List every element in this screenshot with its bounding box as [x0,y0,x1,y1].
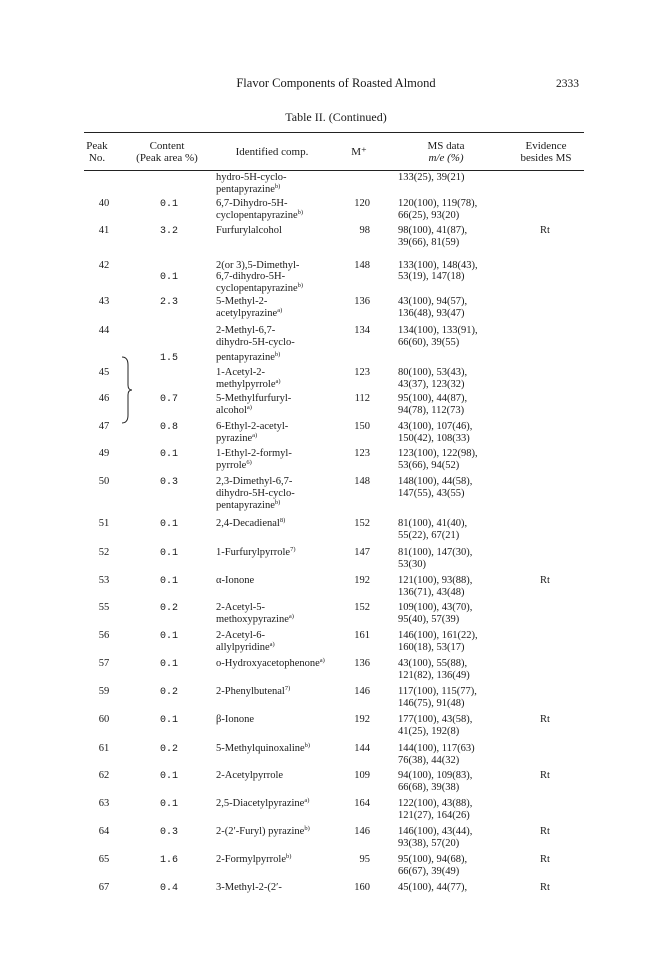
cell-m-plus: 148 [354,260,370,271]
table-row [0,546,672,570]
comp-line [216,210,354,222]
cell-content: 0.8 [159,422,178,433]
table-row [0,882,672,902]
ms-line: 55(22), 67(21) [398,529,460,541]
comp-text: 2(or 3),5-Dimethyl- [216,260,300,271]
cell-ms-data [398,448,508,472]
comp-text: 1-Acetyl-2- [216,367,265,378]
cell-m-plus: 160 [354,882,370,893]
comp-text: o-Hydroxyacetophenone [216,658,320,669]
comp-line [216,500,354,512]
cell-identified-comp [216,271,354,295]
cell-ms-data [398,325,508,349]
comp-line [216,172,354,184]
cell-m-plus: 144 [354,743,370,754]
cell-ms-data [398,547,508,571]
cell-m-plus: 120 [354,198,370,209]
cell-content: 0.2 [159,744,178,755]
cell-content: 1.6 [159,855,178,866]
cell-m-plus: 146 [354,826,370,837]
cell-ms-data [398,367,508,391]
cell-ms-data [398,630,508,654]
cell-ms-data [398,421,508,445]
cell-m-plus: 152 [354,518,370,529]
comp-line [216,283,354,295]
cell-content: 0.1 [159,576,178,587]
comp-text: 2-Formylpyrrole [216,854,286,865]
page-number: 2333 [556,78,579,90]
comp-text: pentapyrazine [216,499,275,511]
table-row [0,198,672,221]
cell-m-plus: 136 [354,658,370,669]
footnote-marker: 8) [279,517,286,524]
footnote-marker: b) [304,742,311,749]
column-header-peak: Peak No. [86,140,108,164]
cell-ms-data [398,798,508,822]
cell-content: 0.1 [159,548,178,559]
ms-line: 123(100), 122(98), [398,448,478,459]
footnote-marker: b) [274,498,281,506]
cell-content: 0.1 [159,199,178,210]
cell-peak-no: 65 [98,854,110,865]
comp-line [216,379,354,391]
cell-ms-data [398,172,508,184]
comp-text: methylpyrrole [216,378,276,390]
table-top-rule [84,132,584,133]
cell-peak-no: 42 [98,260,110,271]
table-row [0,225,672,248]
cell-peak-no: 61 [98,743,110,754]
ms-line: 177(100), 43(58), [398,714,473,725]
cell-ms-data [398,686,508,710]
cell-identified-comp [216,172,354,196]
cell-m-plus: 164 [354,798,370,809]
comp-text: pentapyrazine [216,183,275,195]
ms-line: 120(100), 119(78), [398,198,478,209]
cell-peak-no: 59 [98,686,110,697]
comp-text: acetylpyrazine [216,307,278,319]
ms-line: 43(100), 107(46), [398,421,473,432]
cell-peak-no: 44 [98,325,110,336]
ms-line: 146(100), 161(22), [398,630,478,641]
comp-text: dihydro-5H-cyclo- [216,336,295,348]
cell-evidence: Rt [540,225,550,236]
cell-ms-data [398,575,508,599]
cell-peak-no: 57 [98,658,110,669]
cell-m-plus: 147 [354,547,370,558]
cell-ms-data [398,743,508,767]
cell-peak-no: 41 [98,225,110,236]
comp-line [216,642,354,654]
ms-line: 147(55), 43(55) [398,487,465,499]
cell-identified-comp [216,352,354,364]
cell-peak-no: 52 [98,547,110,558]
footnote-marker: a) [269,640,275,648]
comp-line [216,614,354,626]
cell-ms-data [398,476,508,500]
footnote-marker: 6) [246,458,252,466]
cell-m-plus: 98 [359,225,370,236]
ms-line: 160(18), 53(17) [398,641,465,653]
content-group-brace [120,355,150,425]
table-row [0,742,672,766]
cell-m-plus: 134 [354,325,370,336]
table-row [0,630,672,653]
table-row [0,714,672,737]
cell-peak-no: 45 [98,367,110,378]
ms-line: 81(100), 147(30), [398,547,473,558]
cell-peak-no: 67 [98,882,110,893]
table-row [0,797,672,821]
cell-peak-no: 53 [98,575,110,586]
ms-line: 98(100), 41(87), [398,225,468,236]
comp-text: 5-Methylfurfuryl- [216,393,292,404]
cell-m-plus: 123 [354,367,370,378]
cell-m-plus: 112 [354,393,370,404]
cell-ms-data [398,658,508,682]
comp-text: 5-Methylquinoxaline [216,743,305,754]
comp-line [216,271,354,283]
cell-content: 2.3 [159,297,178,308]
ms-line: 117(100), 115(77), [398,686,477,697]
cell-ms-data [398,602,508,626]
comp-text: dihydro-5H-cyclo- [216,487,295,499]
footnote-marker: a) [288,612,294,620]
cell-evidence: Rt [540,770,550,781]
table-row [0,575,672,598]
table-row [0,296,672,319]
comp-text: 1-Ethyl-2-formyl- [216,448,292,459]
footnote-marker: b) [286,853,292,860]
table-row [0,685,672,709]
ms-line: 136(48), 93(47) [398,307,465,319]
cell-peak-no: 50 [98,476,110,487]
comp-line [216,488,354,500]
comp-text: 1-Furfurylpyrrole [216,547,291,558]
cell-m-plus: 152 [354,602,370,613]
cell-m-plus: 136 [354,296,370,307]
table-row [0,448,672,471]
footnote-marker: a) [319,657,325,664]
ms-line: 95(100), 94(68), [398,854,468,865]
ms-line: 66(67), 39(49) [398,865,460,877]
ms-line: 43(37), 123(32) [398,378,465,390]
comp-line [216,433,354,445]
table-row [0,770,672,793]
column-header-identified-comp: Identified comp. [235,146,309,158]
cell-content: 0.1 [159,659,178,670]
comp-text: 2-Phenylbutenal [216,686,285,697]
cell-content: 3.2 [159,226,178,237]
table-row [0,271,672,294]
cell-evidence: Rt [540,826,550,837]
column-header-ms-data: MS data m/e (%) [427,140,465,164]
cell-content: 0.1 [159,799,178,810]
footnote-marker: b) [297,208,304,216]
cell-content: 0.1 [159,272,178,283]
comp-line [216,308,354,320]
cell-peak-no: 47 [98,421,110,432]
comp-line [216,352,354,364]
cell-ms-data [398,826,508,850]
cell-content: 0.3 [159,827,178,838]
comp-text: methoxypyrazine [216,613,289,625]
cell-m-plus: 161 [354,630,370,641]
cell-evidence: Rt [540,882,550,893]
ms-line: 109(100), 43(70), [398,602,473,613]
comp-text: 2-Methyl-6,7- [216,325,276,336]
cell-content: 0.7 [159,394,178,405]
cell-content: 0.1 [159,771,178,782]
cell-peak-no: 43 [98,296,110,307]
cell-peak-no: 60 [98,714,110,725]
ms-line: 136(71), 43(48) [398,586,465,598]
cell-m-plus: 123 [354,448,370,459]
footnote-marker: a) [252,431,258,439]
cell-peak-no: 40 [98,198,110,209]
comp-text: α-Ionone [216,575,255,586]
cell-m-plus: 148 [354,476,370,487]
cell-m-plus: 192 [354,575,370,586]
cell-content: 1.5 [159,353,178,364]
ms-line: 66(68), 39(38) [398,781,460,793]
comp-text: hydro-5H-cyclo- [216,172,287,183]
comp-text: β-Ionone [216,714,254,725]
running-header-title: Flavor Components of Roasted Almond [236,76,436,90]
cell-ms-data [398,271,508,283]
ms-line: 81(100), 41(40), [398,518,468,529]
cell-ms-data [398,770,508,794]
ms-line: 53(66), 94(52) [398,459,460,471]
footnote-marker: b) [274,351,281,358]
ms-line: 45(100), 44(77), [398,882,468,893]
ms-line: 148(100), 44(58), [398,476,473,487]
table-row [0,476,672,511]
cell-m-plus: 192 [354,714,370,725]
ms-line: 66(60), 39(55) [398,336,460,348]
ms-line: 95(100), 44(87), [398,393,468,404]
cell-content: 0.3 [159,477,178,488]
cell-ms-data [398,714,508,738]
ms-line: 144(100), 117(63) [398,743,475,754]
cell-evidence: Rt [540,854,550,865]
table-row [0,325,672,348]
cell-ms-data [398,854,508,878]
comp-text: 2,4-Decadienal [216,518,280,529]
ms-line: 133(25), 39(21) [398,172,465,183]
ms-line: 121(27), 164(26) [398,809,470,821]
ms-line: 53(30) [398,558,426,570]
ms-line: 53(19), 147(18) [398,271,465,282]
ms-line: 39(66), 81(59) [398,236,460,248]
table-row [0,393,672,416]
ms-line: 121(82), 136(49) [398,669,470,681]
cell-peak-no: 49 [98,448,110,459]
cell-content: 0.1 [159,631,178,642]
comp-text: 6,7-Dihydro-5H- [216,198,288,209]
ms-line: 122(100), 43(88), [398,798,473,809]
comp-text: 2-Acetylpyrrole [216,770,284,781]
cell-peak-no: 46 [98,393,110,404]
cell-content: 0.1 [159,449,178,460]
cell-ms-data [398,393,508,417]
ms-line: 121(100), 93(88), [398,575,473,586]
ms-line: 94(100), 109(83), [398,770,473,781]
cell-evidence: Rt [540,714,550,725]
table-row [0,602,672,625]
cell-ms-data [398,198,508,222]
ms-line: 93(38), 57(20) [398,837,460,849]
footnote-marker: 7) [284,685,291,692]
comp-line [216,337,354,349]
comp-text: pyrrole [216,459,247,471]
cell-content: 0.1 [159,519,178,530]
comp-text: alcohol [216,404,247,416]
comp-text: cyclopentapyrazine [216,209,298,221]
comp-text: 6-Ethyl-2-acetyl- [216,421,289,432]
comp-text: 2,5-Diacetylpyrazine [216,798,305,809]
comp-text: 2-Acetyl-5- [216,602,265,613]
table-row [0,172,672,195]
table-row [0,421,672,444]
comp-line [216,405,354,417]
comp-text: 2-(2′-Furyl) pyrazine [216,826,305,837]
ms-line: 76(38), 44(32) [398,754,460,766]
ms-line: 146(75), 91(48) [398,697,465,709]
cell-content: 0.4 [159,883,178,894]
comp-text: 3-Methyl-2-(2′- [216,882,282,893]
cell-ms-data [398,882,508,894]
comp-text: allylpyridine [216,641,270,653]
cell-m-plus: 146 [354,686,370,697]
ms-line: 95(40), 57(39) [398,613,460,625]
table-caption: Table II. (Continued) [285,110,387,124]
comp-text: pyrazine [216,432,253,444]
ms-line: 43(100), 55(88), [398,658,468,669]
comp-text: cyclopentapyrazine [216,282,298,294]
comp-text: 2,3-Dimethyl-6,7- [216,476,293,487]
comp-text: 2-Acetyl-6- [216,630,265,641]
comp-text: 6,7-dihydro-5H- [216,271,286,282]
footnote-marker: 7) [290,546,296,553]
comp-text: Furfurylalcohol [216,225,282,236]
footnote-marker: a) [277,306,283,314]
footnote-marker: a) [246,403,252,411]
cell-evidence: Rt [540,575,550,586]
cell-m-plus: 95 [359,854,370,865]
table-row [0,853,672,877]
ms-line: 134(100), 133(91), [398,325,478,336]
cell-peak-no: 64 [98,826,110,837]
cell-content: 0.1 [159,715,178,726]
comp-line [216,460,354,472]
ms-line: 133(100), 148(43), [398,260,478,271]
cell-m-plus: 109 [354,770,370,781]
ms-line: 66(25), 93(20) [398,209,460,221]
cell-content: 0.2 [159,687,178,698]
column-header-evidence: Evidence besides MS [520,140,572,164]
ms-line: 80(100), 53(43), [398,367,468,378]
cell-peak-no: 51 [98,518,110,529]
cell-peak-no: 55 [98,602,110,613]
footnote-marker: b) [304,825,310,832]
footnote-marker: b) [297,281,304,289]
cell-ms-data [398,518,508,542]
ms-line: 94(78), 112(73) [398,404,465,416]
footnote-marker: a) [304,797,310,804]
table-row [0,517,672,541]
ms-line: 43(100), 94(57), [398,296,468,307]
footnote-marker: b) [274,182,281,190]
footnote-marker: a) [275,377,281,385]
cell-peak-no: 56 [98,630,110,641]
ms-line: 150(42), 108(33) [398,432,470,444]
table-row [0,657,672,681]
cell-m-plus: 150 [354,421,370,432]
comp-line [216,184,354,196]
table-row [0,367,672,390]
comp-text: pentapyrazine [216,352,275,363]
table-row [0,825,672,849]
column-header-m-plus: M⁺ [351,146,367,158]
cell-peak-no: 62 [98,770,110,781]
cell-content: 0.2 [159,603,178,614]
cell-ms-data [398,296,508,320]
table-header-rule [84,170,584,171]
comp-text: 5-Methyl-2- [216,296,268,307]
ms-line: 41(25), 192(8) [398,725,460,737]
ms-line: 146(100), 43(44), [398,826,473,837]
cell-ms-data [398,225,508,249]
column-header-content: Content (Peak area %) [136,140,198,164]
cell-peak-no: 63 [98,798,110,809]
